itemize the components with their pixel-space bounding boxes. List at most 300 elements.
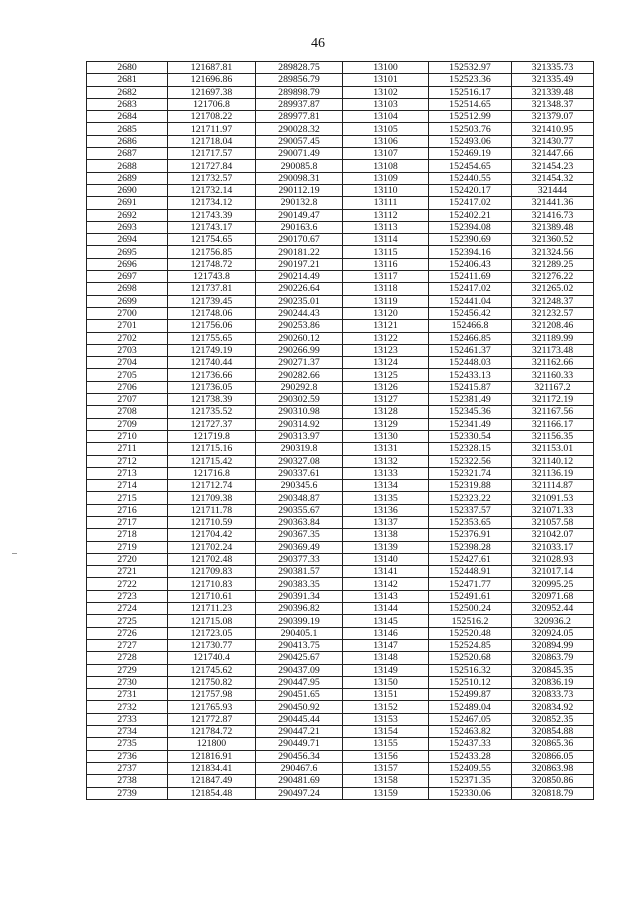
table-cell: 152330.54 <box>429 430 512 442</box>
table-cell: 321167.56 <box>512 406 594 418</box>
table-cell: 121816.91 <box>168 750 256 762</box>
table-cell: 2737 <box>87 762 168 774</box>
table-cell: 321324.56 <box>512 246 594 258</box>
table-cell: 13142 <box>343 578 429 590</box>
table-cell: 2729 <box>87 664 168 676</box>
table-row <box>87 357 594 369</box>
table-cell: 290310.98 <box>256 406 343 418</box>
table-cell: 290337.61 <box>256 467 343 479</box>
table-cell: 121709.38 <box>168 492 256 504</box>
table-cell: 321173.48 <box>512 344 594 356</box>
table-cell: 152510.12 <box>429 676 512 688</box>
table-row <box>87 160 594 172</box>
table-cell: 121732.14 <box>168 184 256 196</box>
table-cell: 121708.22 <box>168 111 256 123</box>
table-cell: 152381.49 <box>429 394 512 406</box>
table-cell: 321166.17 <box>512 418 594 430</box>
table-row <box>87 148 594 160</box>
table-cell: 2708 <box>87 406 168 418</box>
table-cell: 13150 <box>343 676 429 688</box>
table-cell: 152463.82 <box>429 726 512 738</box>
table-cell: 13130 <box>343 430 429 442</box>
table-cell: 152466.85 <box>429 332 512 344</box>
table-cell: 121704.42 <box>168 529 256 541</box>
table-cell: 290314.92 <box>256 418 343 430</box>
table-cell: 290497.24 <box>256 787 343 799</box>
table-cell: 152516.17 <box>429 86 512 98</box>
table-cell: 2730 <box>87 676 168 688</box>
table-cell: 152417.02 <box>429 283 512 295</box>
table-cell: 152523.36 <box>429 74 512 86</box>
table-cell: 152390.69 <box>429 234 512 246</box>
table-cell: 13131 <box>343 443 429 455</box>
table-row <box>87 271 594 283</box>
table-cell: 13143 <box>343 590 429 602</box>
table-cell: 13114 <box>343 234 429 246</box>
table-row <box>87 394 594 406</box>
table-row <box>87 246 594 258</box>
table-cell: 2691 <box>87 197 168 209</box>
table-cell: 13115 <box>343 246 429 258</box>
table-cell: 121854.48 <box>168 787 256 799</box>
table-cell: 2692 <box>87 209 168 221</box>
table-cell: 290253.86 <box>256 320 343 332</box>
table-cell: 13123 <box>343 344 429 356</box>
table-cell: 152417.02 <box>429 197 512 209</box>
table-cell: 152337.57 <box>429 504 512 516</box>
table-cell: 321339.48 <box>512 86 594 98</box>
table-cell: 152456.42 <box>429 307 512 319</box>
table-cell: 290437.09 <box>256 664 343 676</box>
table-cell: 121706.8 <box>168 98 256 110</box>
table-cell: 2709 <box>87 418 168 430</box>
table-cell: 13140 <box>343 553 429 565</box>
table-row <box>87 590 594 602</box>
table-cell: 290377.33 <box>256 553 343 565</box>
table-cell: 290450.92 <box>256 701 343 713</box>
table-cell: 13116 <box>343 258 429 270</box>
table-cell: 320834.92 <box>512 701 594 713</box>
table-cell: 2703 <box>87 344 168 356</box>
table-row <box>87 701 594 713</box>
table-row <box>87 86 594 98</box>
table-cell: 2721 <box>87 566 168 578</box>
table-row <box>87 689 594 701</box>
table-cell: 13107 <box>343 148 429 160</box>
table-cell: 13109 <box>343 172 429 184</box>
table-cell: 2696 <box>87 258 168 270</box>
table-cell: 289898.79 <box>256 86 343 98</box>
table-cell: 290149.47 <box>256 209 343 221</box>
table-cell: 2695 <box>87 246 168 258</box>
table-row <box>87 98 594 110</box>
table-cell: 152499.87 <box>429 689 512 701</box>
table-cell: 121756.06 <box>168 320 256 332</box>
table-cell: 13138 <box>343 529 429 541</box>
table-cell: 13134 <box>343 480 429 492</box>
table-cell: 152371.35 <box>429 775 512 787</box>
table-cell: 152491.61 <box>429 590 512 602</box>
table-cell: 290197.21 <box>256 258 343 270</box>
table-cell: 121740.4 <box>168 652 256 664</box>
table-row <box>87 443 594 455</box>
table-cell: 2697 <box>87 271 168 283</box>
table-row <box>87 787 594 799</box>
table-cell: 13157 <box>343 762 429 774</box>
table-cell: 290266.99 <box>256 344 343 356</box>
coordinates-table <box>86 61 594 800</box>
table-cell: 290447.21 <box>256 726 343 738</box>
table-cell: 121710.61 <box>168 590 256 602</box>
table-cell: 290112.19 <box>256 184 343 196</box>
table-row <box>87 504 594 516</box>
table-cell: 2718 <box>87 529 168 541</box>
table-cell: 121739.45 <box>168 295 256 307</box>
table-cell: 290170.67 <box>256 234 343 246</box>
table-cell: 2687 <box>87 148 168 160</box>
table-cell: 320924.05 <box>512 627 594 639</box>
table-row <box>87 566 594 578</box>
table-cell: 320852.35 <box>512 713 594 725</box>
table-cell: 121749.19 <box>168 344 256 356</box>
table-cell: 290348.87 <box>256 492 343 504</box>
table-cell: 13139 <box>343 541 429 553</box>
table-cell: 13110 <box>343 184 429 196</box>
table-cell: 152514.65 <box>429 98 512 110</box>
table-cell: 2707 <box>87 394 168 406</box>
table-cell: 320995.25 <box>512 578 594 590</box>
table-cell: 2723 <box>87 590 168 602</box>
table-cell: 321091.53 <box>512 492 594 504</box>
table-cell: 13104 <box>343 111 429 123</box>
table-cell: 13125 <box>343 369 429 381</box>
table-cell: 152524.85 <box>429 639 512 651</box>
table-cell: 152493.06 <box>429 135 512 147</box>
table-cell: 2712 <box>87 455 168 467</box>
table-row <box>87 553 594 565</box>
table-cell: 290085.8 <box>256 160 343 172</box>
table-row <box>87 578 594 590</box>
table-row <box>87 467 594 479</box>
table-cell: 121719.8 <box>168 430 256 442</box>
table-row <box>87 713 594 725</box>
table-cell: 2688 <box>87 160 168 172</box>
table-cell: 290391.34 <box>256 590 343 602</box>
table-cell: 121716.8 <box>168 467 256 479</box>
table-cell: 13136 <box>343 504 429 516</box>
table-cell: 152345.36 <box>429 406 512 418</box>
table-cell: 290181.22 <box>256 246 343 258</box>
table-cell: 2681 <box>87 74 168 86</box>
table-cell: 152516.32 <box>429 664 512 676</box>
table-cell: 2685 <box>87 123 168 135</box>
table-cell: 321454.23 <box>512 160 594 172</box>
table-cell: 320936.2 <box>512 615 594 627</box>
table-cell: 13158 <box>343 775 429 787</box>
table-cell: 290467.6 <box>256 762 343 774</box>
table-cell: 2704 <box>87 357 168 369</box>
table-cell: 121710.83 <box>168 578 256 590</box>
table-cell: 320971.68 <box>512 590 594 602</box>
table-cell: 13148 <box>343 652 429 664</box>
table-row <box>87 627 594 639</box>
table-cell: 321167.2 <box>512 381 594 393</box>
table-cell: 13117 <box>343 271 429 283</box>
table-cell: 321114.87 <box>512 480 594 492</box>
table-row <box>87 516 594 528</box>
table-cell: 321028.93 <box>512 553 594 565</box>
table-cell: 290425.67 <box>256 652 343 664</box>
table-cell: 13106 <box>343 135 429 147</box>
table-cell: 13105 <box>343 123 429 135</box>
table-row <box>87 726 594 738</box>
table-cell: 121847.49 <box>168 775 256 787</box>
table-cell: 121710.59 <box>168 516 256 528</box>
table-cell: 321160.33 <box>512 369 594 381</box>
table-cell: 13145 <box>343 615 429 627</box>
table-cell: 121718.04 <box>168 135 256 147</box>
table-cell: 2710 <box>87 430 168 442</box>
table-cell: 152520.48 <box>429 627 512 639</box>
table-cell: 121736.05 <box>168 381 256 393</box>
table-cell: 13144 <box>343 603 429 615</box>
table-cell: 2699 <box>87 295 168 307</box>
table-cell: 121765.93 <box>168 701 256 713</box>
table-row <box>87 455 594 467</box>
table-cell: 152415.87 <box>429 381 512 393</box>
table-cell: 321172.19 <box>512 394 594 406</box>
table-cell: 321189.99 <box>512 332 594 344</box>
table-cell: 121740.44 <box>168 357 256 369</box>
table-cell: 152471.77 <box>429 578 512 590</box>
table-cell: 320833.73 <box>512 689 594 701</box>
table-cell: 121727.37 <box>168 418 256 430</box>
table-cell: 2694 <box>87 234 168 246</box>
table-cell: 290445.44 <box>256 713 343 725</box>
table-cell: 2689 <box>87 172 168 184</box>
table-cell: 2686 <box>87 135 168 147</box>
table-cell: 321360.52 <box>512 234 594 246</box>
table-cell: 152427.61 <box>429 553 512 565</box>
table-cell: 2725 <box>87 615 168 627</box>
table-cell: 2714 <box>87 480 168 492</box>
table-cell: 2719 <box>87 541 168 553</box>
table-cell: 13147 <box>343 639 429 651</box>
table-row <box>87 184 594 196</box>
table-cell: 13127 <box>343 394 429 406</box>
table-cell: 290132.8 <box>256 197 343 209</box>
table-cell: 13135 <box>343 492 429 504</box>
table-cell: 152440.55 <box>429 172 512 184</box>
table-cell: 290456.34 <box>256 750 343 762</box>
table-cell: 290363.84 <box>256 516 343 528</box>
table-cell: 13121 <box>343 320 429 332</box>
table-cell: 290214.49 <box>256 271 343 283</box>
table-cell: 13118 <box>343 283 429 295</box>
table-cell: 13112 <box>343 209 429 221</box>
table-row <box>87 320 594 332</box>
table-cell: 121732.57 <box>168 172 256 184</box>
table-cell: 152319.88 <box>429 480 512 492</box>
table-row <box>87 664 594 676</box>
table-cell: 321265.02 <box>512 283 594 295</box>
table-cell: 13154 <box>343 726 429 738</box>
table-cell: 152433.13 <box>429 369 512 381</box>
table-cell: 121745.62 <box>168 664 256 676</box>
table-cell: 2690 <box>87 184 168 196</box>
table-cell: 13100 <box>343 62 429 74</box>
table-cell: 290383.35 <box>256 578 343 590</box>
table-cell: 152341.49 <box>429 418 512 430</box>
table-cell: 13141 <box>343 566 429 578</box>
table-cell: 13153 <box>343 713 429 725</box>
table-cell: 121748.72 <box>168 258 256 270</box>
table-row <box>87 615 594 627</box>
table-cell: 2716 <box>87 504 168 516</box>
table-cell: 2731 <box>87 689 168 701</box>
table-cell: 2702 <box>87 332 168 344</box>
table-cell: 121696.86 <box>168 74 256 86</box>
table-cell: 121687.81 <box>168 62 256 74</box>
table-cell: 152409.55 <box>429 762 512 774</box>
table-cell: 152448.03 <box>429 357 512 369</box>
table-cell: 321162.66 <box>512 357 594 369</box>
table-cell: 152503.76 <box>429 123 512 135</box>
table-cell: 321017.14 <box>512 566 594 578</box>
table-cell: 321042.07 <box>512 529 594 541</box>
table-cell: 152437.33 <box>429 738 512 750</box>
table-cell: 321335.73 <box>512 62 594 74</box>
table-cell: 152448.91 <box>429 566 512 578</box>
table-cell: 320866.05 <box>512 750 594 762</box>
table-row <box>87 234 594 246</box>
table-cell: 152328.15 <box>429 443 512 455</box>
table-cell: 13102 <box>343 86 429 98</box>
table-cell: 2726 <box>87 627 168 639</box>
table-cell: 321208.46 <box>512 320 594 332</box>
table-cell: 121735.52 <box>168 406 256 418</box>
table-cell: 13113 <box>343 221 429 233</box>
table-cell: 321430.77 <box>512 135 594 147</box>
table-cell: 13146 <box>343 627 429 639</box>
table-cell: 289856.79 <box>256 74 343 86</box>
table-row <box>87 344 594 356</box>
table-row <box>87 676 594 688</box>
table-row <box>87 480 594 492</box>
table-cell: 2715 <box>87 492 168 504</box>
table-cell: 321156.35 <box>512 430 594 442</box>
table-cell: 321454.32 <box>512 172 594 184</box>
table-cell: 152323.22 <box>429 492 512 504</box>
table-cell: 152516.2 <box>429 615 512 627</box>
table-cell: 320854.88 <box>512 726 594 738</box>
table-cell: 289977.81 <box>256 111 343 123</box>
table-cell: 121737.81 <box>168 283 256 295</box>
table-cell: 2682 <box>87 86 168 98</box>
table-cell: 13149 <box>343 664 429 676</box>
table-cell: 152461.37 <box>429 344 512 356</box>
table-cell: 289828.75 <box>256 62 343 74</box>
table-cell: 13120 <box>343 307 429 319</box>
table-cell: 2738 <box>87 775 168 787</box>
table-cell: 320894.99 <box>512 639 594 651</box>
table-cell: 290405.1 <box>256 627 343 639</box>
table-row <box>87 406 594 418</box>
table-cell: 321416.73 <box>512 209 594 221</box>
table-cell: 2722 <box>87 578 168 590</box>
table-row <box>87 283 594 295</box>
table-cell: 320836.19 <box>512 676 594 688</box>
table-cell: 152532.97 <box>429 62 512 74</box>
table-cell: 13132 <box>343 455 429 467</box>
table-row <box>87 529 594 541</box>
table-cell: 289937.87 <box>256 98 343 110</box>
table-cell: 2733 <box>87 713 168 725</box>
table-cell: 152402.21 <box>429 209 512 221</box>
table-cell: 321444 <box>512 184 594 196</box>
table-cell: 121738.39 <box>168 394 256 406</box>
table-cell: 13124 <box>343 357 429 369</box>
table-cell: 290260.12 <box>256 332 343 344</box>
table-cell: 152394.08 <box>429 221 512 233</box>
table-row <box>87 762 594 774</box>
table-cell: 2683 <box>87 98 168 110</box>
table-cell: 152321.74 <box>429 467 512 479</box>
table-cell: 290369.49 <box>256 541 343 553</box>
table-cell: 152467.05 <box>429 713 512 725</box>
table-cell: 13151 <box>343 689 429 701</box>
table-row <box>87 172 594 184</box>
table-cell: 290235.01 <box>256 295 343 307</box>
table-cell: 13103 <box>343 98 429 110</box>
table-cell: 321289.25 <box>512 258 594 270</box>
table-cell: 13129 <box>343 418 429 430</box>
table-cell: 121748.06 <box>168 307 256 319</box>
table-cell: 13159 <box>343 787 429 799</box>
table-cell: 290413.75 <box>256 639 343 651</box>
table-cell: 2705 <box>87 369 168 381</box>
table-cell: 290447.95 <box>256 676 343 688</box>
table-cell: 290381.57 <box>256 566 343 578</box>
table-row <box>87 197 594 209</box>
table-cell: 2698 <box>87 283 168 295</box>
table-cell: 290327.08 <box>256 455 343 467</box>
table-cell: 321441.36 <box>512 197 594 209</box>
table-cell: 13152 <box>343 701 429 713</box>
table-cell: 121711.97 <box>168 123 256 135</box>
table-cell: 121784.72 <box>168 726 256 738</box>
table-cell: 290449.71 <box>256 738 343 750</box>
table-cell: 320845.35 <box>512 664 594 676</box>
table-row <box>87 369 594 381</box>
table-cell: 321071.33 <box>512 504 594 516</box>
table-cell: 290319.8 <box>256 443 343 455</box>
table-row <box>87 74 594 86</box>
table-row <box>87 135 594 147</box>
table-cell: 2732 <box>87 701 168 713</box>
table-cell: 13155 <box>343 738 429 750</box>
table-cell: 13122 <box>343 332 429 344</box>
table-cell: 13133 <box>343 467 429 479</box>
table-cell: 152469.19 <box>429 148 512 160</box>
table-cell: 290163.6 <box>256 221 343 233</box>
table-cell: 320863.79 <box>512 652 594 664</box>
table-cell: 13128 <box>343 406 429 418</box>
table-cell: 2724 <box>87 603 168 615</box>
table-cell: 290028.32 <box>256 123 343 135</box>
table-cell: 121715.08 <box>168 615 256 627</box>
page-number: 46 <box>311 36 325 51</box>
